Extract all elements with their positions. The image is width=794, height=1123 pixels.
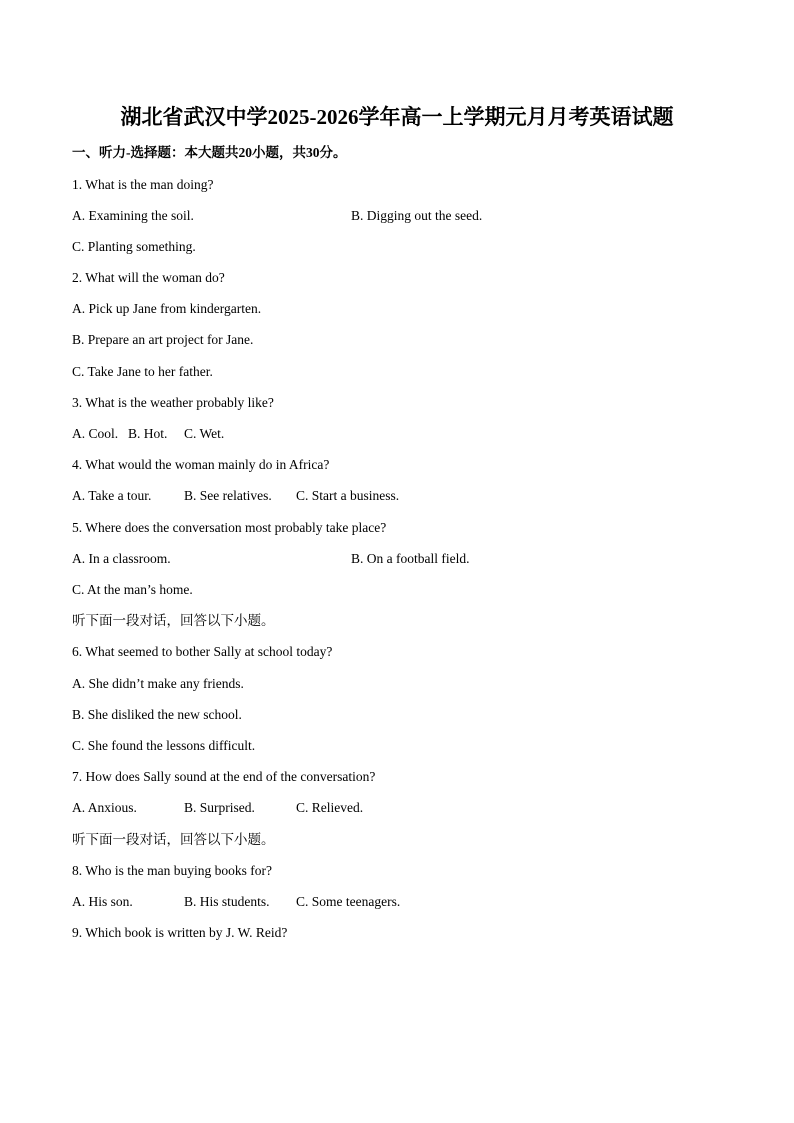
q2-option-b: B. Prepare an art project for Jane. (72, 332, 254, 347)
q6-option-a: A. She didn’t make any friends. (72, 676, 244, 691)
q8-stem: 8. Who is the man buying books for? (72, 863, 272, 878)
page-title: 湖北省武汉中学2025-2026学年高一上学期元月月考英语试题 (120, 105, 674, 129)
q5-stem: 5. Where does the conversation most probably take place? (72, 520, 387, 535)
q4-option-a: A. Take a tour. (72, 488, 152, 503)
q5-option-c: C. At the man’s home. (72, 582, 193, 597)
q4-option-b: B. See relatives. (184, 488, 272, 503)
q5-option-b: B. On a football field. (351, 551, 470, 566)
instruction-text: 听下面一段对话，回答以下小题。 (72, 832, 275, 847)
q7-option-c: C. Relieved. (296, 800, 364, 815)
q8-option-c: C. Some teenagers. (296, 894, 401, 909)
q8-options-row (72, 892, 572, 912)
q5-options-row (72, 549, 732, 569)
section-heading: 一、听力-选择题：本大题共20小题，共30分。 (72, 145, 347, 160)
q4-options-row (72, 486, 572, 506)
q8-option-b: B. His students. (184, 894, 270, 909)
q6-stem: 6. What seemed to bother Sally at school today? (72, 644, 333, 659)
q7-options-row (72, 798, 572, 818)
q8-option-a: A. His son. (72, 894, 133, 909)
q6-option-c: C. She found the lessons difficult. (72, 738, 256, 753)
q4-option-c: C. Start a business. (296, 488, 400, 503)
q7-option-b: B. Surprised. (184, 800, 255, 815)
q7-option-a: A. Anxious. (72, 800, 137, 815)
q2-option-a: A. Pick up Jane from kindergarten. (72, 301, 262, 316)
q4-stem: 4. What would the woman mainly do in Africa? (72, 457, 330, 472)
q6-option-b: B. She disliked the new school. (72, 707, 242, 722)
q3-option-a: A. Cool. (72, 426, 119, 441)
q3-option-b: B. Hot. (128, 426, 168, 441)
q3-options-row (72, 424, 225, 444)
q1-option-c: C. Planting something. (72, 239, 196, 254)
q1-option-a: A. Examining the soil. (72, 208, 194, 223)
q9-stem: 9. Which book is written by J. W. Reid? (72, 925, 288, 940)
q3-option-c: C. Wet. (184, 426, 225, 441)
q5-option-a: A. In a classroom. (72, 551, 171, 566)
instruction-text: 听下面一段对话，回答以下小题。 (72, 613, 275, 628)
q3-stem: 3. What is the weather probably like? (72, 395, 274, 410)
q1-options-row (72, 206, 732, 226)
q2-option-c: C. Take Jane to her father. (72, 364, 213, 379)
q2-stem: 2. What will the woman do? (72, 270, 225, 285)
q1-option-b: B. Digging out the seed. (351, 208, 483, 223)
q7-stem: 7. How does Sally sound at the end of the conversation? (72, 769, 376, 784)
q1-stem: 1. What is the man doing? (72, 177, 214, 192)
